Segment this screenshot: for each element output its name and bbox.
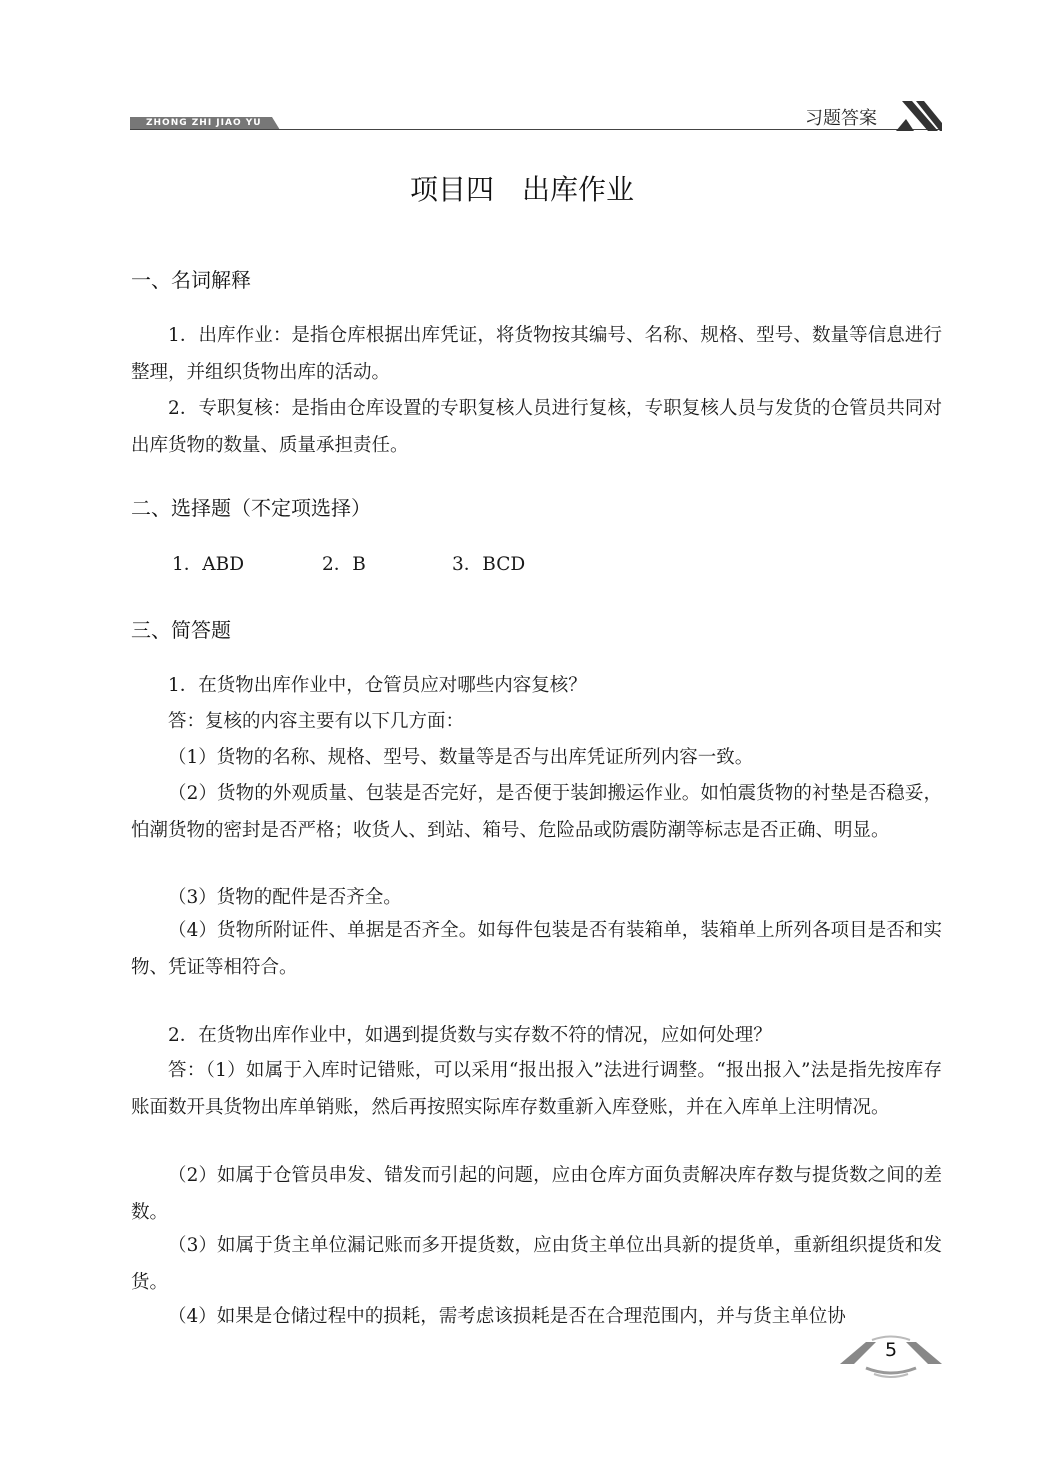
answer-1-item-2: （2）货物的外观质量、包装是否完好，是否便于装卸搬运作业。如怕震货物的衬垫是否稳妥，怕潮货物的密封是否严格；收货人、到站、箱号、危险品或防震防潮等标志是否正确、明显。	[131, 783, 942, 841]
header-stripes-icon	[894, 99, 942, 133]
answer-2-item-2: （2）如属于仓管员串发、错发而引起的问题，应由仓库方面负责解决库存数与提货数之间的差数。	[131, 1165, 942, 1223]
term-definition-1: 1．出库作业：是指仓库根据出库凭证，将货物按其编号、名称、规格、型号、数量等信息进行整理，并组织货物出库的活动。	[131, 325, 942, 383]
term-definition-2: 2．专职复核：是指由仓库设置的专职复核人员进行复核，专职复核人员与发货的仓管员共同对出库货物的数量、质量承担责任。	[131, 398, 942, 456]
answer-2-item-4: （4）如果是仓储过程中的损耗，需考虑该损耗是否在合理范围内，并与货主单位协	[168, 1306, 846, 1327]
question-1: 1．在货物出库作业中，仓管员应对哪些内容复核？	[168, 675, 587, 696]
answer-1-item-3: （3）货物的配件是否齐全。	[168, 887, 402, 908]
answer-1-intro: 答：复核的内容主要有以下几方面：	[168, 711, 465, 732]
section-heading-choices: 二、选择题（不定项选择）	[131, 496, 371, 520]
answer-2-item-1: 答：（1）如属于入库时记错账，可以采用“报出报入”法进行调整。“报出报入”法是指先按库存账面数开具货物出库单销账，然后再按照实际库存数重新入库登账，并在入库单上注明情况。	[131, 1060, 942, 1118]
section-heading-short-answer: 三、简答题	[131, 618, 231, 642]
header-tag-text: ZHONG ZHI JIAO YU	[146, 118, 262, 128]
page-title: 项目四 出库作业	[409, 173, 634, 206]
section-heading-terms: 一、名词解释	[131, 268, 251, 292]
answer-1-item-4: （4）货物所附证件、单据是否齐全。如每件包装是否有装箱单，装箱单上所列各项目是否和实物、凭证等相符合。	[131, 920, 942, 978]
choice-answer-2: 2．B	[322, 554, 366, 575]
choice-answer-1: 1．ABD	[172, 554, 245, 575]
page-number: 5	[884, 1339, 898, 1361]
question-2: 2．在货物出库作业中，如遇到提货数与实存数不符的情况，应如何处理？	[168, 1025, 772, 1046]
header-section-title: 习题答案	[805, 108, 877, 129]
answer-1-item-1: （1）货物的名称、规格、型号、数量等是否与出库凭证所列内容一致。	[168, 747, 754, 768]
answer-2-item-3: （3）如属于货主单位漏记账而多开提货数，应由货主单位出具新的提货单，重新组织提货和发货。	[131, 1235, 942, 1293]
choice-answer-3: 3．BCD	[452, 554, 526, 575]
